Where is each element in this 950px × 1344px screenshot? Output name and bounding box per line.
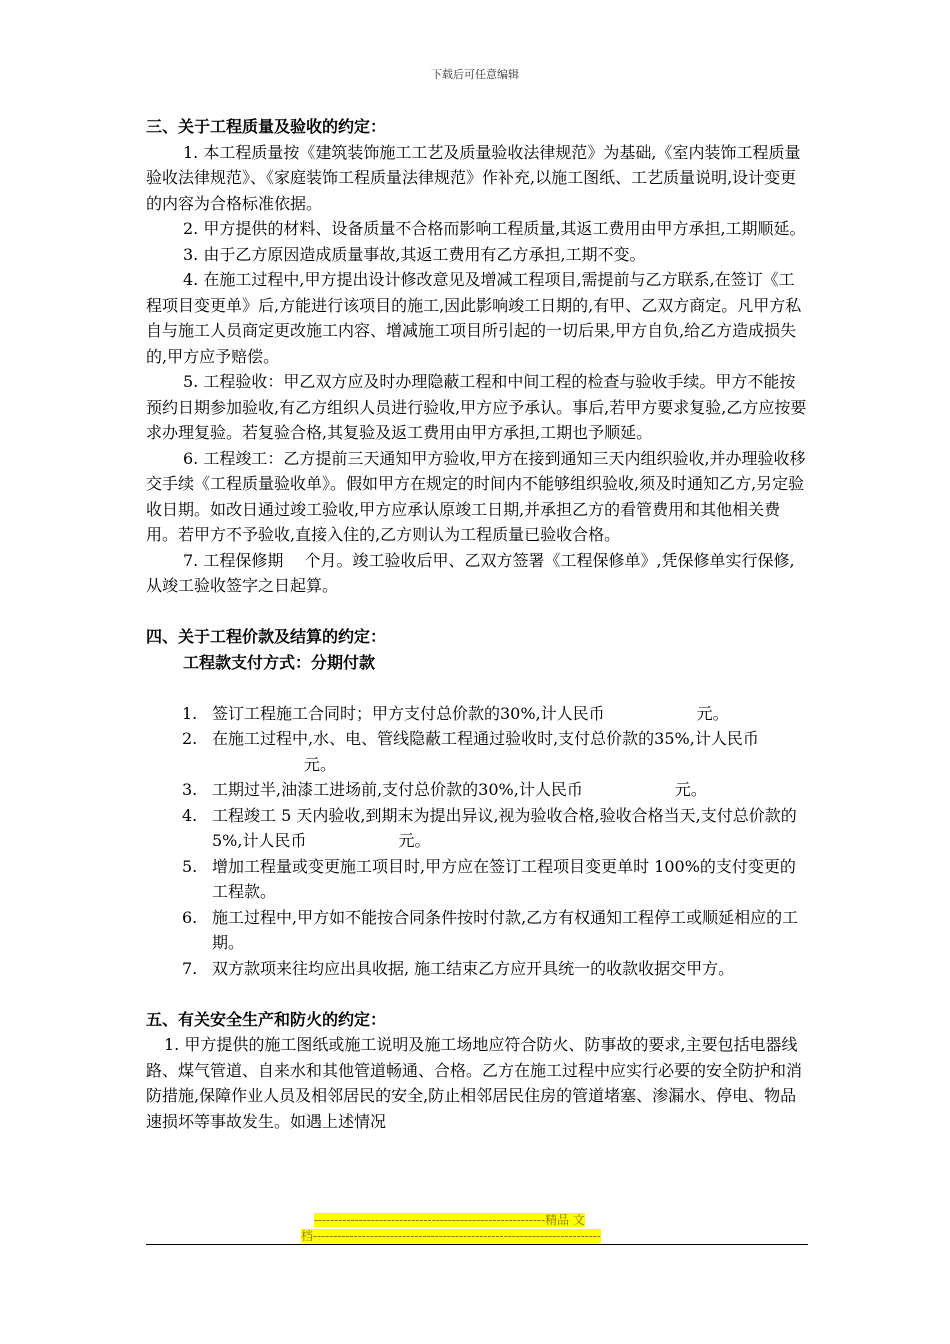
- payment-item: [146, 701, 808, 727]
- payment-item: [146, 905, 808, 956]
- list-number: 5.: [182, 856, 198, 876]
- list-number: 7.: [182, 958, 198, 978]
- payment-unit: 元。: [696, 703, 729, 723]
- payment-text: 双方款项来往均应出具收据, 施工结束乙方应开具统一的收款收据交甲方。: [212, 958, 735, 978]
- payment-text: 签订工程施工合同时；甲方支付总价款的30%,计人民币: [212, 703, 605, 723]
- section3-title: 三、关于工程质量及验收的约定：: [146, 117, 387, 136]
- section3-item-7: 7. 工程保修期 个月。竣工验收后甲、乙双方签署《工程保修单》,凭保修单实行保修,从竣工验收签字之日起算。: [146, 550, 795, 595]
- section4-title: 四、关于工程价款及结算的约定：: [146, 627, 387, 646]
- header-note: 下载后可任意编辑: [431, 68, 519, 81]
- list-number: 4.: [182, 805, 198, 825]
- payment-item: [146, 803, 808, 854]
- payment-text: 在施工过程中,水、电、管线隐蔽工程通过验收时,支付总价款的35%,计人民币: [212, 729, 759, 748]
- list-number: 6.: [182, 907, 198, 927]
- payment-item: [146, 956, 808, 982]
- payment-text: 工期过半,油漆工进场前,支付总价款的30%,计人民币: [212, 780, 583, 799]
- list-number: 2.: [182, 729, 198, 748]
- payment-list: [146, 701, 808, 982]
- footer-line-1: ---------------------------------------------------------精品 文: [314, 1213, 585, 1227]
- payment-text: 施工过程中,甲方如不能按合同条件按时付款,乙方有权通知工程停工或顺延相应的工期。: [212, 907, 799, 952]
- payment-item: [146, 777, 808, 803]
- section5-title: 五、有关安全生产和防火的约定：: [146, 1009, 387, 1029]
- section3-item-5: 5. 工程验收：甲乙双方应及时办理隐蔽工程和中间工程的检查与验收手续。甲方不能按预约日期参加验收,有乙方组织人员进行验收,甲方应予承认。事后,若甲方要求复验,乙方应按要求办理复验。若复验合格,其复验及返工费用由甲方承担,工期也予顺延。: [146, 372, 807, 442]
- payment-item: [146, 726, 808, 777]
- payment-unit: 元。: [398, 831, 431, 850]
- section3-item-3: 3. 由于乙方原因造成质量事故,其返工费用有乙方承担,工期不变。: [183, 244, 646, 264]
- section3-item-2: 2. 甲方提供的材料、设备质量不合格而影响工程质量,其返工费用由甲方承担,工期顺延。: [183, 219, 806, 238]
- payment-item: [146, 854, 808, 905]
- section5-item-1: 1. 甲方提供的施工图纸或施工说明及施工场地应符合防火、防事故的要求,主要包括电器线路、煤气管道、自来水和其他管道畅通、合格。乙方在施工过程中应实行必要的安全防护和消防措施,保障作业人员及相邻居民的安全,防止相邻居民住房的管道堵塞、渗漏水、停电、物品速损坏等事故发生。如遇上述情况: [146, 1035, 803, 1131]
- section3-item-1: 1. 本工程质量按《建筑装饰施工工艺及质量验收法律规范》为基础,《室内装饰工程质量验收法律规范》、《家庭装饰工程质量法律规范》作补充,以施工图纸、工艺质量说明,设计变更的内容为合格标准依据。: [146, 142, 801, 213]
- footer-rule: [146, 1244, 808, 1245]
- list-number: 3.: [182, 780, 198, 799]
- section3-item-6: 6. 工程竣工：乙方提前三天通知甲方验收,甲方在接到通知三天内组织验收,并办理验收移交手续《工程质量验收单》。假如甲方在规定的时间内不能够组织验收,须及时通知乙方,另定验收日期。如改日通过竣工验收,甲方应承认原竣工日期,并承担乙方的看管费用和其他相关费用。若甲方不予验收,直接入住的,乙方则认为工程质量已验收合格。: [146, 448, 806, 544]
- payment-text: 增加工程量或变更施工项目时,甲方应在签订工程项目变更单时 100%的支付变更的工程款。: [212, 856, 796, 901]
- footer-line-2: 档-----------------------------------------------------------------------: [301, 1229, 601, 1243]
- document-body: [146, 114, 808, 1134]
- payment-unit: 元。: [674, 780, 707, 799]
- section3-item-4: 4. 在施工过程中,甲方提出设计修改意见及增减工程项目,需提前与乙方联系,在签订《工程项目变更单》后,方能进行该项目的施工,因此影响竣工日期的,有甲、乙双方商定。凡甲方私自与施工人员商定更改施工内容、增减施工项目所引起的一切后果,甲方自负,给乙方造成损失的,甲方应予赔偿。: [146, 270, 802, 366]
- payment-unit: 元。: [304, 754, 337, 774]
- payment-text: 工程竣工 5 天内验收,到期末为提出异议,视为验收合格,验收合格当天,支付总价款的5%,计人民币: [212, 805, 797, 850]
- payment-method: 工程款支付方式：分期付款: [183, 652, 376, 672]
- footer-watermark: [146, 1212, 808, 1244]
- list-number: 1.: [182, 703, 198, 723]
